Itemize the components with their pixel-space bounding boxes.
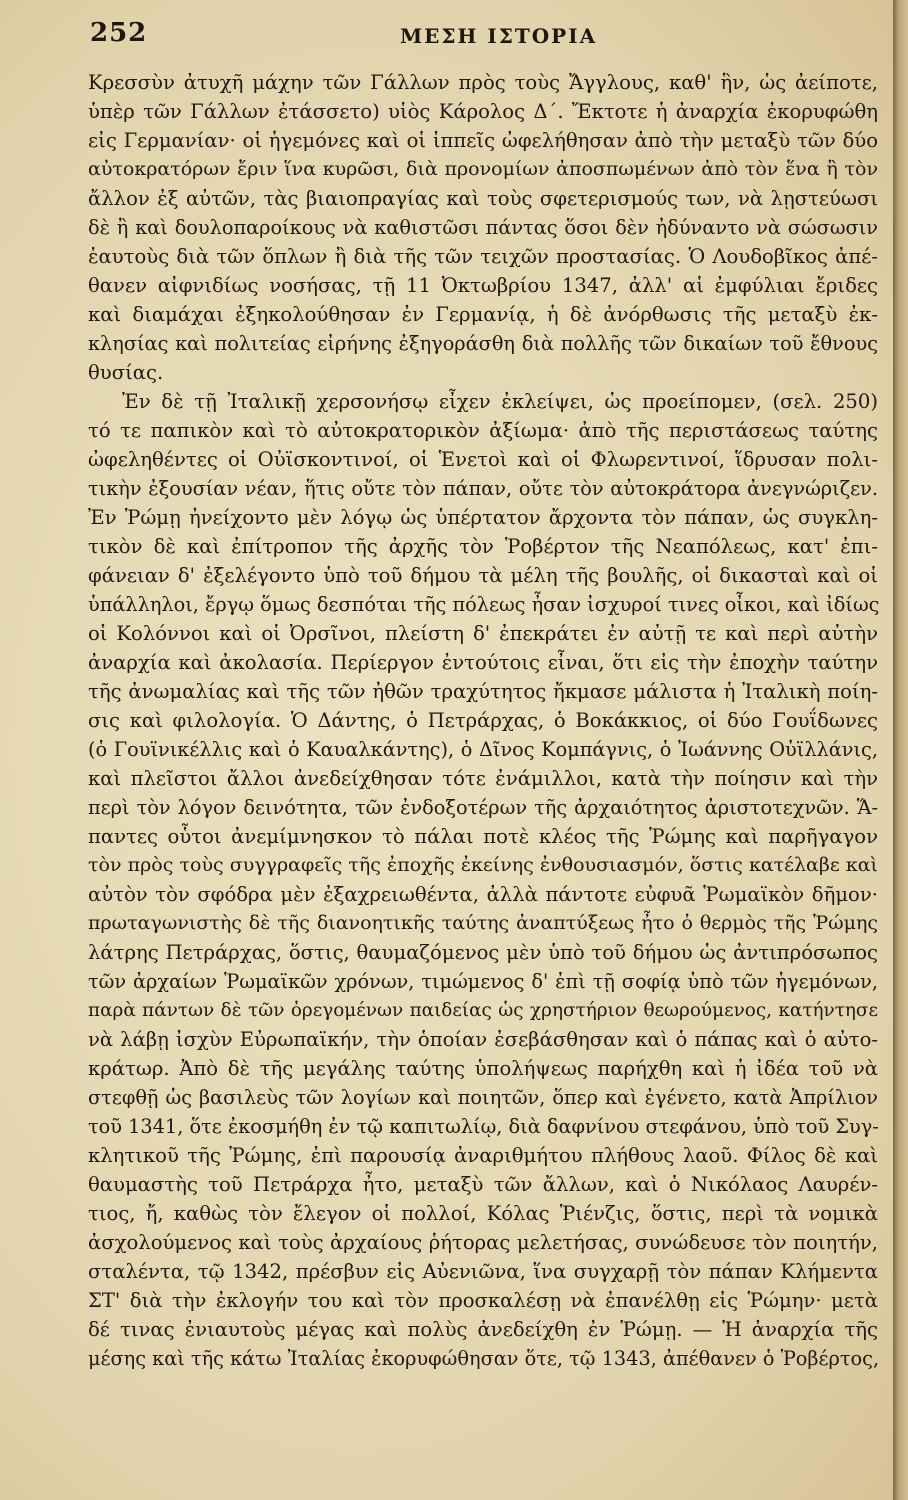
text-line: δέ τινας ἐνιαυτοὺς μέγας καὶ πολὺς ἀνεδείχθη ἐν Ῥώμῃ. — Ἡ ἀναρχία τῆς	[88, 1318, 878, 1341]
text-line: αὐτοκρατόρων ἔριν ἵνα κυρῶσι, διὰ προνομίων ἀποσπωμένων ἀπὸ τὸν ἕνα ἢ τὸν	[88, 158, 878, 180]
text-line: τοῦ 1341, ὅτε ἐκοσμήθη ἐν τῷ καπιτωλίῳ, διὰ δαφνίνου στεφάνου, ὑπὸ τοῦ Συγ-	[88, 1115, 879, 1138]
text-line: μέσης καὶ τῆς κάτω Ἰταλίας ἐκορυφώθησαν ὅτε, τῷ 1343, ἀπέθανεν ὁ Ῥοβέρτος,	[88, 1347, 880, 1370]
text-line: τῆς ἀνωμαλίας καὶ τῆς τῶν ἠθῶν τραχύτητος ἤκμασε μάλιστα ἡ Ἰταλικὴ ποίη-	[88, 680, 878, 703]
text-line: παρὰ πάντων δὲ τῶν ὀρεγομένων παιδείας ὡς χρηστήριον θεωρούμενος, κατήντησε	[88, 1000, 878, 1021]
text-line: παντες οὗτοι ἀνεμίμνησκον τὸ πάλαι ποτὲ κλέος τῆς Ῥώμης καὶ παρῆγαγον	[88, 825, 878, 848]
text-line: τιος, ἤ, καθὼς τὸν ἔλεγον οἱ πολλοί, Κόλας Ῥιένζις, ὅστις, περὶ τὰ νομικὰ	[88, 1202, 878, 1225]
text-line: (ὁ Γουϊνικέλλις καὶ ὁ Καυαλκάντης), ὁ Δῖνος Κομπάγνις, ὁ Ἰωάννης Οὐϊλλάνις,	[88, 738, 878, 761]
page-number: 252	[90, 18, 148, 48]
paragraph	[88, 68, 878, 387]
text-line: φάνειαν δ' ἐξελέγοντο ὑπὸ τοῦ δήμου τὰ μέλη τῆς βουλῆς, οἱ δικασταὶ καὶ οἱ	[88, 564, 878, 587]
text-line: ἑαυτοὺς διὰ τῶν ὅπλων ἢ διὰ τῆς τῶν τειχῶν προστασίας. Ὁ Λουδοβῖκος ἀπέ-	[88, 245, 878, 268]
text-line: εἰς Γερμανίαν· οἱ ἡγεμόνες καὶ οἱ ἱππεῖς ὠφελήθησαν ἀπὸ τὴν μεταξὺ τῶν δύο	[88, 129, 878, 152]
text-line: τικὴν ἐξουσίαν νέαν, ἥτις οὔτε τὸν πάπαν, οὔτε τὸν αὐτοκράτορα ἀνεγνώριζεν.	[88, 477, 878, 500]
page-edge-shadow	[893, 0, 908, 1500]
text-line: τῶν ἀρχαίων Ῥωμαϊκῶν χρόνων, τιμώμενος δ' ἐπὶ τῇ σοφίᾳ ὑπὸ τῶν ἡγεμόνων,	[88, 970, 878, 993]
text-line: στεφθῇ ὡς βασιλεὺς τῶν λογίων καὶ ποιητῶν, ὅπερ καὶ ἐγένετο, κατὰ Ἀπρίλιον	[88, 1086, 878, 1109]
page-header	[90, 18, 853, 58]
text-line: ὑπὲρ τῶν Γάλλων ἐτάσσετο) υἱὸς Κάρολος Δ΄. Ἔκτοτε ἡ ἀναρχία ἐκορυφώθη	[88, 100, 878, 123]
text-line: Ἐν Ῥώμῃ ἠνείχοντο μὲν λόγῳ ὡς ὑπέρτατον ἄρχοντα τὸν πάπαν, ὡς συγκλη-	[88, 506, 878, 529]
text-line: πρωταγωνιστὴς δὲ τῆς διανοητικῆς ταύτης ἀναπτύξεως ἦτο ὁ θερμὸς τῆς Ῥώμης	[88, 912, 878, 934]
paragraph	[88, 387, 878, 1373]
text-line: κλησίας καὶ πολιτείας εἰρήνης ἐξηγοράσθη διὰ πολλῆς τῶν δικαίων τοῦ ἔθνους	[88, 332, 878, 355]
text-line: τὸν πρὸς τοὺς συγγραφεῖς τῆς ἐποχῆς ἐκείνης ἐνθουσιασμόν, ὅστις κατέλαβε καὶ	[88, 854, 878, 876]
text-line: τό τε παπικὸν καὶ τὸ αὐτοκρατορικὸν ἀξίωμα· ἀπὸ τῆς περιστάσεως ταύτης	[88, 419, 878, 442]
text-line: κλητικοῦ τῆς Ῥώμης, ἐπὶ παρουσίᾳ ἀναριθμήτου πλήθους λαοῦ. Φίλος δὲ καὶ	[88, 1144, 878, 1167]
text-line: καὶ διαμάχαι ἐξηκολούθησαν ἐν Γερμανίᾳ, ἡ δὲ ἀνόρθωσις τῆς μεταξὺ ἐκ-	[88, 303, 878, 326]
text-line: ὠφεληθέντες οἱ Οὐϊσκοντινοί, οἱ Ἑνετοὶ καὶ οἱ Φλωρεντινοί, ἵδρυσαν πολι-	[88, 448, 878, 471]
body-text	[88, 68, 878, 1373]
text-line: νὰ λάβῃ ἰσχὺν Εὐρωπαϊκήν, τὴν ὁποίαν ἐσεβάσθησαν καὶ ὁ πάπας καὶ ὁ αὐτο-	[88, 1028, 878, 1051]
text-line: ΣΤ' διὰ τὴν ἐκλογήν του καὶ τὸν προσκαλέσῃ νὰ ἐπανέλθῃ εἰς Ῥώμην· μετὰ	[88, 1289, 878, 1312]
text-line: θυσίας.	[88, 361, 164, 384]
text-line: αὐτὸν τὸν σφόδρα μὲν ἐξαχρειωθέντα, ἀλλὰ πάντοτε εὐφυᾶ Ῥωμαϊκὸν δῆμον·	[88, 883, 878, 906]
text-line: σταλέντα, τῷ 1342, πρέσβυν εἰς Αὐενιῶνα, ἵνα συγχαρῇ τὸν πάπαν Κλήμεντα	[88, 1260, 878, 1283]
text-line: Ἐν δὲ τῇ Ἰταλικῇ χερσονήσῳ εἶχεν ἐκλείψει, ὡς προείπομεν, (σελ. 250)	[122, 390, 878, 413]
text-line: Κρεσσὺν ἀτυχῆ μάχην τῶν Γάλλων πρὸς τοὺς Ἄγγλους, καθ' ἣν, ὡς ἀείποτε,	[88, 71, 878, 94]
text-line: θαυμαστὴς τοῦ Πετράρχα ἦτο, μεταξὺ τῶν ἄλλων, καὶ ὁ Νικόλαος Λαυρέν-	[88, 1173, 878, 1196]
text-line: σις καὶ φιλολογία. Ὁ Δάντης, ὁ Πετράρχας, ὁ Βοκάκκιος, οἱ δύο Γουΐδωνες	[88, 709, 878, 732]
text-line: κράτωρ. Ἀπὸ δὲ τῆς μεγάλης ταύτης ὑπολήψεως παρήχθη καὶ ἡ ἰδέα τοῦ νὰ	[88, 1057, 878, 1080]
text-line: ὑπάλληλοι, ἔργῳ ὅμως δεσπόται τῆς πόλεως ἦσαν ἰσχυροί τινες οἶκοι, καὶ ἰδίως	[88, 593, 880, 616]
text-line: τικὸν δὲ καὶ ἐπίτροπον τῆς ἀρχῆς τὸν Ῥοβέρτον τῆς Νεαπόλεως, κατ' ἐπι-	[88, 535, 878, 558]
text-line: ἀσχολούμενος καὶ τοὺς ἀρχαίους ῥήτορας μελετήσας, συνώδευσε τὸν ποιητήν,	[88, 1231, 878, 1254]
text-line: περὶ τὸν λόγον δεινότητα, τῶν ἐνδοξοτέρων τῆς ἀρχαιότητος ἀριστοτεχνῶν. Ἅ-	[88, 796, 878, 819]
text-line: οἱ Κολόννοι καὶ οἱ Ὀρσῖνοι, πλείστη δ' ἐπεκράτει ἐν αὐτῇ τε καὶ περὶ αὐτὴν	[88, 622, 878, 645]
text-line: ἄλλον ἐξ αὐτῶν, τὰς βιαιοπραγίας καὶ τοὺς σφετερισμούς των, νὰ λῃστεύωσι	[88, 187, 878, 210]
text-line: καὶ πλεῖστοι ἄλλοι ἀνεδείχθησαν τότε ἐνάμιλλοι, κατὰ τὴν ποίησιν καὶ τὴν	[88, 767, 878, 790]
text-line: λάτρης Πετράρχας, ὅστις, θαυμαζόμενος μὲν ὑπὸ τοῦ δήμου ὡς ἀντιπρόσωπος	[88, 941, 878, 964]
text-line: ἀναρχία καὶ ἀκολασία. Περίεργον ἐντούτοις εἶναι, ὅτι εἰς τὴν ἐποχὴν ταύτην	[88, 651, 878, 674]
text-line: δὲ ἢ καὶ δουλοπαροίκους νὰ καθιστῶσι πάντας ὅσοι δὲν ἠδύναντο νὰ σώσωσιν	[88, 216, 878, 239]
running-head: ΜΕΣΗ ΙΣΤΟΡΙΑ	[400, 24, 598, 48]
text-line: θανεν αἰφνιδίως νοσήσας, τῇ 11 Ὀκτωβρίου 1347, ἀλλ' αἱ ἐμφύλιαι ἔριδες	[88, 274, 878, 297]
